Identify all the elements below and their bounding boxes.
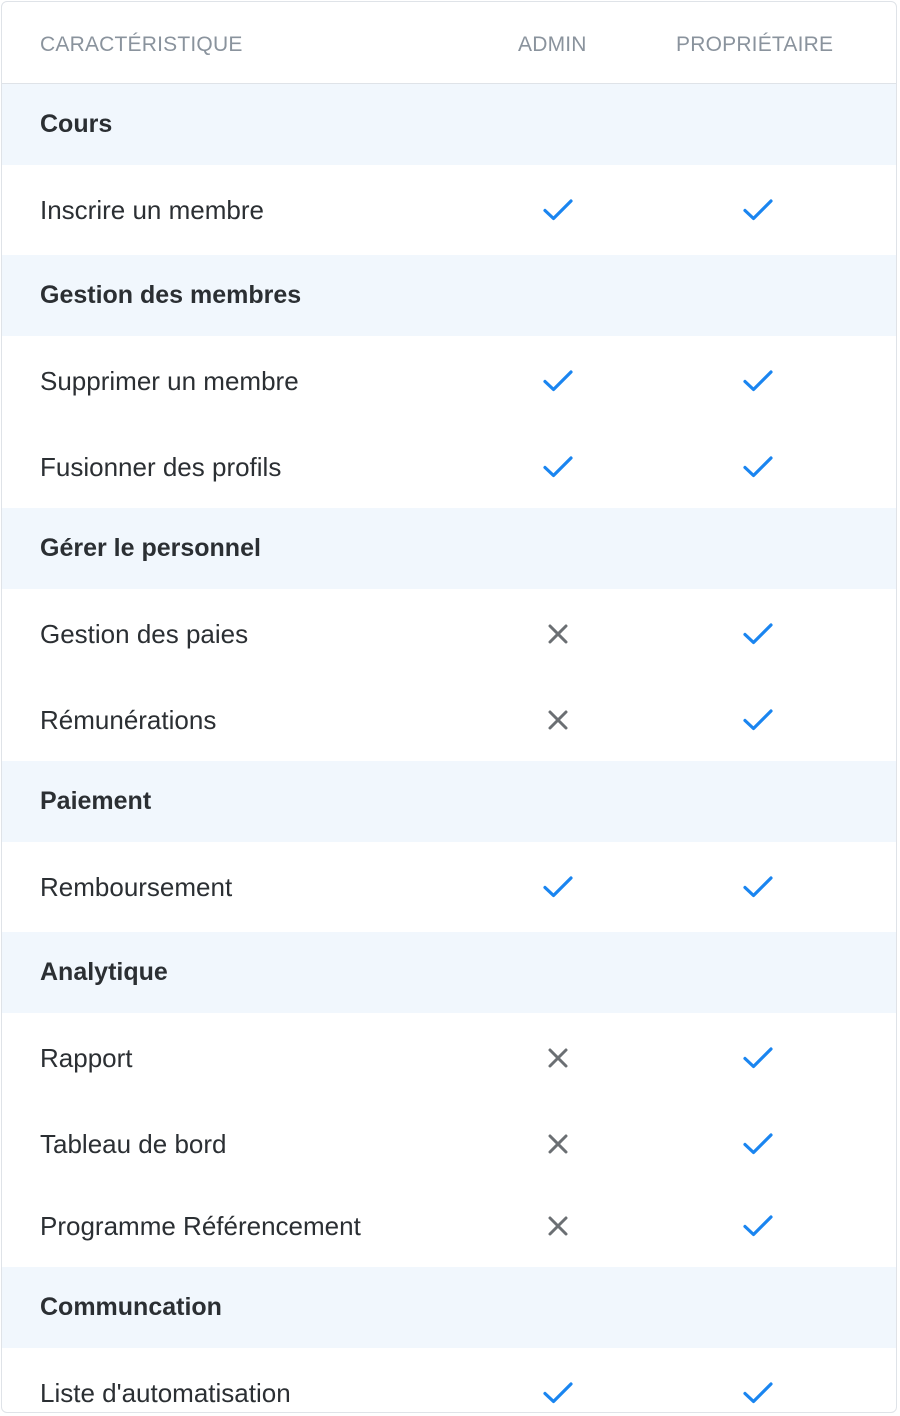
feature-label: Fusionner des profils xyxy=(40,451,282,482)
section-title: Paiement xyxy=(40,787,152,815)
cross-icon xyxy=(540,1040,576,1076)
cross-icon xyxy=(540,702,576,738)
feature-label: Programme Référencement xyxy=(40,1210,361,1241)
feature-label: Gestion des paies xyxy=(40,618,249,649)
feature-label: Rapport xyxy=(40,1042,133,1073)
section-title: Analytique xyxy=(40,958,168,986)
section-title: Communcation xyxy=(40,1293,222,1321)
check-icon xyxy=(540,869,576,905)
table-row xyxy=(2,1348,896,1413)
cross-icon xyxy=(540,1126,576,1162)
header-feature: CARACTÉRISTIQUE xyxy=(40,33,243,56)
section-header xyxy=(2,84,896,165)
header-admin: ADMIN xyxy=(518,33,587,56)
table-row xyxy=(2,842,896,932)
table-row xyxy=(2,1013,896,1103)
cross-icon xyxy=(540,1208,576,1244)
check-icon xyxy=(540,1375,576,1411)
check-icon xyxy=(740,869,776,905)
section-header xyxy=(2,508,896,589)
section-header xyxy=(2,1267,896,1348)
table-row xyxy=(2,1185,896,1267)
cross-icon xyxy=(540,616,576,652)
table-row xyxy=(2,165,896,255)
check-icon xyxy=(740,449,776,485)
check-icon xyxy=(540,192,576,228)
feature-label: Remboursement xyxy=(40,871,233,902)
check-icon xyxy=(740,1040,776,1076)
check-icon xyxy=(540,363,576,399)
table-row xyxy=(2,336,896,426)
permissions-table xyxy=(1,1,897,1413)
check-icon xyxy=(740,363,776,399)
header-owner: PROPRIÉTAIRE xyxy=(676,33,834,56)
table-row xyxy=(2,426,896,508)
table-header xyxy=(2,2,896,84)
table-row xyxy=(2,589,896,679)
check-icon xyxy=(540,449,576,485)
section-header xyxy=(2,255,896,336)
feature-label: Tableau de bord xyxy=(40,1128,227,1159)
check-icon xyxy=(740,616,776,652)
table-row xyxy=(2,679,896,761)
section-header xyxy=(2,932,896,1013)
check-icon xyxy=(740,1375,776,1411)
check-icon xyxy=(740,1126,776,1162)
section-header xyxy=(2,761,896,842)
check-icon xyxy=(740,702,776,738)
feature-label: Supprimer un membre xyxy=(40,365,299,396)
table-body xyxy=(2,84,896,1413)
feature-label: Inscrire un membre xyxy=(40,194,264,225)
feature-label: Liste d'automatisation xyxy=(40,1377,291,1408)
check-icon xyxy=(740,192,776,228)
section-title: Gestion des membres xyxy=(40,281,302,309)
section-title: Cours xyxy=(40,110,113,138)
check-icon xyxy=(740,1208,776,1244)
feature-label: Rémunérations xyxy=(40,704,217,735)
section-title: Gérer le personnel xyxy=(40,534,261,562)
table-row xyxy=(2,1103,896,1185)
